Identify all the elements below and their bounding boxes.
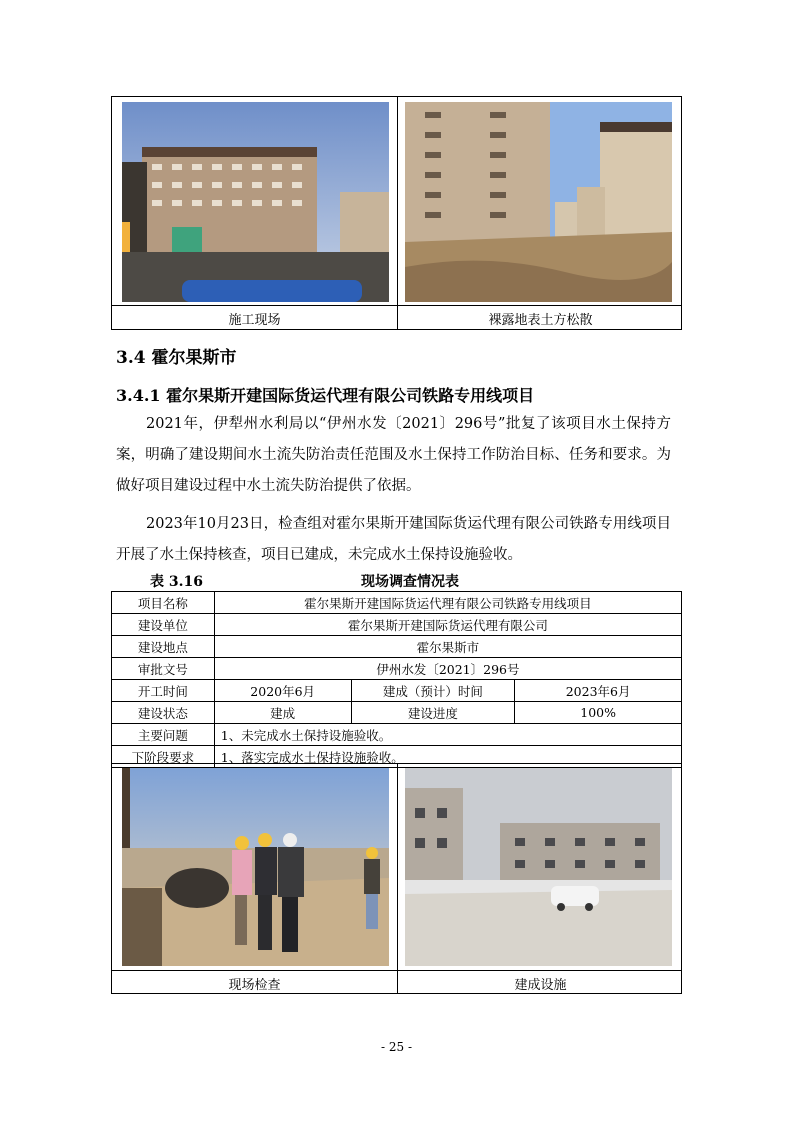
location-value: 霍尔果斯市 [214,636,681,658]
approval-label: 审批文号 [112,658,215,680]
inspection-caption: 现场检查 [228,978,281,993]
start-label: 开工时间 [112,680,215,702]
unit-label: 建设单位 [112,614,215,636]
problem-label: 主要问题 [112,724,215,746]
start-value: 2020年6月 [214,680,351,702]
location-label: 建设地点 [112,636,215,658]
facility-caption: 建成设施 [514,978,567,993]
table-row [112,702,682,724]
project-name-value: 霍尔果斯开建国际货运代理有限公司铁路专用线项目 [214,592,681,614]
page-number: - 25 - [380,1040,412,1054]
survey-table [111,591,682,768]
unit-value: 霍尔果斯开建国际货运代理有限公司 [214,614,681,636]
project-name-label: 项目名称 [112,592,215,614]
top-left-caption: 施工现场 [228,313,281,328]
table-row [112,592,682,614]
top-photo-table [111,96,682,330]
next-value: 1、落实完成水土保持设施验收。 [214,746,681,768]
paragraph-inspection: 2023年10月23日，检查组对霍尔果斯开建国际货运代理有限公司铁路专用线项目开展了水土保持核查，项目已建成，未完成水土保持设施验收。 [116,516,671,563]
site-inspection-photo [122,768,389,966]
table-row [112,614,682,636]
table-row [112,636,682,658]
table-number: 表 3.16 [150,574,203,590]
finish-value: 2023年6月 [515,680,682,702]
status-label: 建设状态 [112,702,215,724]
exposed-soil-photo [405,102,672,302]
progress-label: 建设进度 [351,702,515,724]
table-row [112,658,682,680]
bottom-photo-table [111,763,682,994]
status-value: 建成 [214,702,351,724]
section-title: 3.4 霍尔果斯市 [116,348,237,368]
table-row [112,680,682,702]
finish-label: 建成（预计）时间 [351,680,515,702]
top-right-caption: 裸露地表土方松散 [488,313,593,328]
progress-value: 100% [515,702,682,724]
table-row [112,724,682,746]
problem-value: 1、未完成水土保持设施验收。 [214,724,681,746]
table-title: 现场调查情况表 [361,574,459,590]
completed-facility-photo [405,768,672,966]
construction-site-photo [122,102,389,302]
next-label: 下阶段要求 [112,746,215,768]
subsection-title: 3.4.1 霍尔果斯开建国际货运代理有限公司铁路专用线项目 [116,386,535,405]
paragraph-approval: 2021年，伊犁州水利局以“伊州水发〔2021〕296号”批复了该项目水土保持方案，明确了建设期间水土流失防治责任范围及水土保持工作防治目标、任务和要求。为做好项目建设过程中水土流失防治提供了依据。 [116,416,671,494]
approval-value: 伊州水发〔2021〕296号 [214,658,681,680]
